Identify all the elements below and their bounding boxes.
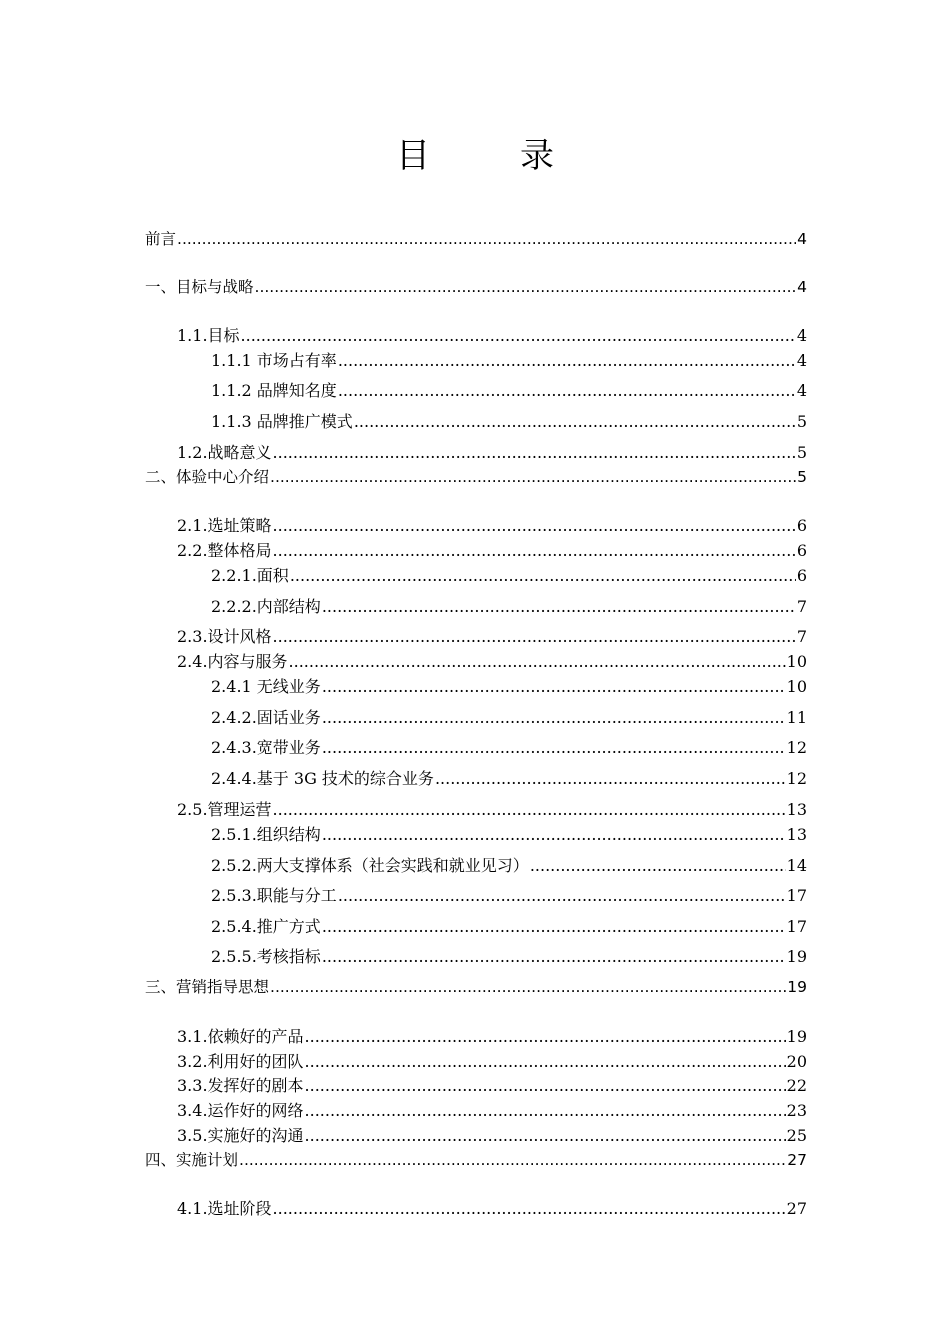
toc-entry-page: 27 xyxy=(786,1199,807,1218)
toc-entry-label: 3.1.依赖好的产品 xyxy=(177,1027,304,1046)
page-title: 目 录 xyxy=(396,136,582,176)
toc-entry-label: 2.4.4.基于 3G 技术的综合业务 xyxy=(211,769,434,788)
toc-entry-page: 20 xyxy=(786,1052,807,1071)
toc-entry[interactable] xyxy=(177,538,807,561)
toc-entry-label: 2.2.1.面积 xyxy=(211,566,289,585)
toc-entry-label: 2.2.整体格局 xyxy=(177,541,272,560)
dot-leader xyxy=(177,230,796,248)
toc-entry[interactable] xyxy=(177,513,807,536)
dot-leader xyxy=(322,597,796,616)
toc-entry-label: 2.5.5.考核指标 xyxy=(211,947,321,966)
toc-entry-page: 4 xyxy=(796,326,807,345)
toc-entry-page: 10 xyxy=(786,677,807,696)
toc-entry[interactable] xyxy=(211,563,807,586)
toc-entry-label: 前言 xyxy=(145,230,177,248)
toc-entry[interactable] xyxy=(145,465,807,487)
dot-leader xyxy=(289,652,786,671)
toc-entry-label: 2.1.选址策略 xyxy=(177,516,272,535)
toc-entry-label: 2.3.设计风格 xyxy=(177,627,272,646)
dot-leader xyxy=(273,627,796,646)
toc-entry-label: 四、实施计划 xyxy=(145,1151,239,1169)
toc-entry-label: 3.2.利用好的团队 xyxy=(177,1052,304,1071)
toc-entry-label: 1.1.2 品牌知名度 xyxy=(211,381,337,400)
dot-leader xyxy=(273,1199,786,1218)
toc-entry-label: 3.4.运作好的网络 xyxy=(177,1101,304,1120)
toc-entry[interactable] xyxy=(211,348,807,371)
toc-entry[interactable] xyxy=(211,409,807,432)
toc-entry-page: 12 xyxy=(786,769,807,788)
toc-entry-label: 2.4.3.宽带业务 xyxy=(211,738,321,757)
toc-entry[interactable] xyxy=(211,883,807,906)
toc-entry-label: 2.5.2.两大支撑体系（社会实践和就业见习） xyxy=(211,856,529,875)
toc-entry[interactable] xyxy=(177,1123,807,1146)
dot-leader xyxy=(290,566,796,585)
toc-entry[interactable] xyxy=(177,1073,807,1096)
toc-entry[interactable] xyxy=(177,649,807,672)
dot-leader xyxy=(322,738,786,757)
toc-entry-page: 5 xyxy=(796,443,807,462)
toc-entry-label: 3.5.实施好的沟通 xyxy=(177,1126,304,1145)
toc-entry-page: 19 xyxy=(787,978,807,996)
dot-leader xyxy=(305,1126,786,1145)
dot-leader xyxy=(273,443,796,462)
toc-entry-page: 11 xyxy=(786,708,807,727)
toc-entry-page: 19 xyxy=(786,947,807,966)
toc-entry-page: 4 xyxy=(797,230,807,248)
toc-entry[interactable] xyxy=(177,624,807,647)
toc-entry[interactable] xyxy=(211,674,807,697)
toc-entry-label: 2.4.1 无线业务 xyxy=(211,677,321,696)
dot-leader xyxy=(322,708,786,727)
dot-leader xyxy=(305,1052,786,1071)
toc-entry[interactable] xyxy=(177,440,807,463)
toc-entry-page: 10 xyxy=(786,652,807,671)
dot-leader xyxy=(354,412,796,431)
dot-leader xyxy=(305,1027,786,1046)
toc-entry-page: 4 xyxy=(796,381,807,400)
toc-entry[interactable] xyxy=(211,766,807,789)
toc-entry-page: 17 xyxy=(786,917,807,936)
toc-entry[interactable] xyxy=(177,1024,807,1047)
dot-leader xyxy=(530,856,786,875)
dot-leader xyxy=(322,917,786,936)
toc-entry[interactable] xyxy=(177,323,807,346)
toc-entry[interactable] xyxy=(211,914,807,937)
toc-entry[interactable] xyxy=(145,975,807,997)
toc-entry[interactable] xyxy=(211,378,807,401)
toc-entry-page: 14 xyxy=(786,856,807,875)
dot-leader xyxy=(270,468,796,486)
toc-entry-page: 7 xyxy=(796,627,807,646)
toc-entry-page: 27 xyxy=(787,1151,807,1169)
toc-entry[interactable] xyxy=(211,705,807,728)
toc-entry-page: 17 xyxy=(786,886,807,905)
dot-leader xyxy=(305,1101,786,1120)
dot-leader xyxy=(322,825,786,844)
dot-leader xyxy=(241,326,796,345)
dot-leader xyxy=(338,381,796,400)
dot-leader xyxy=(322,947,786,966)
toc-entry[interactable] xyxy=(211,822,807,845)
toc-entry-page: 6 xyxy=(796,566,807,585)
toc-entry-label: 2.2.2.内部结构 xyxy=(211,597,321,616)
toc-entry-label: 三、营销指导思想 xyxy=(145,978,270,996)
toc-entry-label: 4.1.选址阶段 xyxy=(177,1199,272,1218)
toc-entry-page: 7 xyxy=(796,597,807,616)
dot-leader xyxy=(255,278,797,296)
toc-entry-label: 2.5.4.推广方式 xyxy=(211,917,321,936)
toc-entry-page: 23 xyxy=(786,1101,807,1120)
toc-entry[interactable] xyxy=(211,944,807,967)
toc-entry[interactable] xyxy=(211,735,807,758)
toc-entry-page: 25 xyxy=(786,1126,807,1145)
dot-leader xyxy=(305,1076,786,1095)
dot-leader xyxy=(338,886,786,905)
toc-entry-page: 22 xyxy=(786,1076,807,1095)
toc-entry-label: 2.5.3.职能与分工 xyxy=(211,886,337,905)
toc-entry-label: 2.4.2.固话业务 xyxy=(211,708,321,727)
toc-entry-page: 4 xyxy=(796,351,807,370)
toc-entry-label: 1.2.战略意义 xyxy=(177,443,272,462)
toc-entry[interactable] xyxy=(145,1148,807,1170)
toc-entry-page: 5 xyxy=(797,468,807,486)
toc-entry[interactable] xyxy=(177,1049,807,1072)
toc-entry[interactable] xyxy=(211,594,807,617)
dot-leader xyxy=(273,516,796,535)
dot-leader xyxy=(338,351,796,370)
toc-entry-label: 2.5.1.组织结构 xyxy=(211,825,321,844)
toc-entry-page: 12 xyxy=(786,738,807,757)
toc-entry-label: 1.1.1 市场占有率 xyxy=(211,351,337,370)
toc-entry-label: 1.1.3 品牌推广模式 xyxy=(211,412,353,431)
toc-entry[interactable] xyxy=(177,797,807,820)
toc-entry-page: 4 xyxy=(797,278,807,296)
toc-entry[interactable] xyxy=(177,1098,807,1121)
toc-entry-label: 二、体验中心介绍 xyxy=(145,468,270,486)
toc-entry-label: 一、目标与战略 xyxy=(145,278,254,296)
toc-entry[interactable] xyxy=(177,1196,807,1219)
toc-entry-page: 6 xyxy=(796,541,807,560)
toc-entry-page: 19 xyxy=(786,1027,807,1046)
toc-entry-label: 2.5.管理运营 xyxy=(177,800,272,819)
toc-entry[interactable] xyxy=(211,853,807,876)
toc-entry-page: 13 xyxy=(786,800,807,819)
toc-entry-label: 2.4.内容与服务 xyxy=(177,652,288,671)
toc-entry[interactable] xyxy=(145,275,807,297)
toc-entry-page: 6 xyxy=(796,516,807,535)
toc-entry-label: 1.1.目标 xyxy=(177,326,240,345)
dot-leader xyxy=(322,677,786,696)
dot-leader xyxy=(273,541,796,560)
toc-entry-page: 13 xyxy=(786,825,807,844)
toc-entry-label: 3.3.发挥好的剧本 xyxy=(177,1076,304,1095)
dot-leader xyxy=(435,769,786,788)
toc-entry[interactable] xyxy=(145,227,807,249)
dot-leader xyxy=(270,978,786,996)
dot-leader xyxy=(273,800,786,819)
dot-leader xyxy=(239,1151,786,1169)
toc-entry-page: 5 xyxy=(796,412,807,431)
